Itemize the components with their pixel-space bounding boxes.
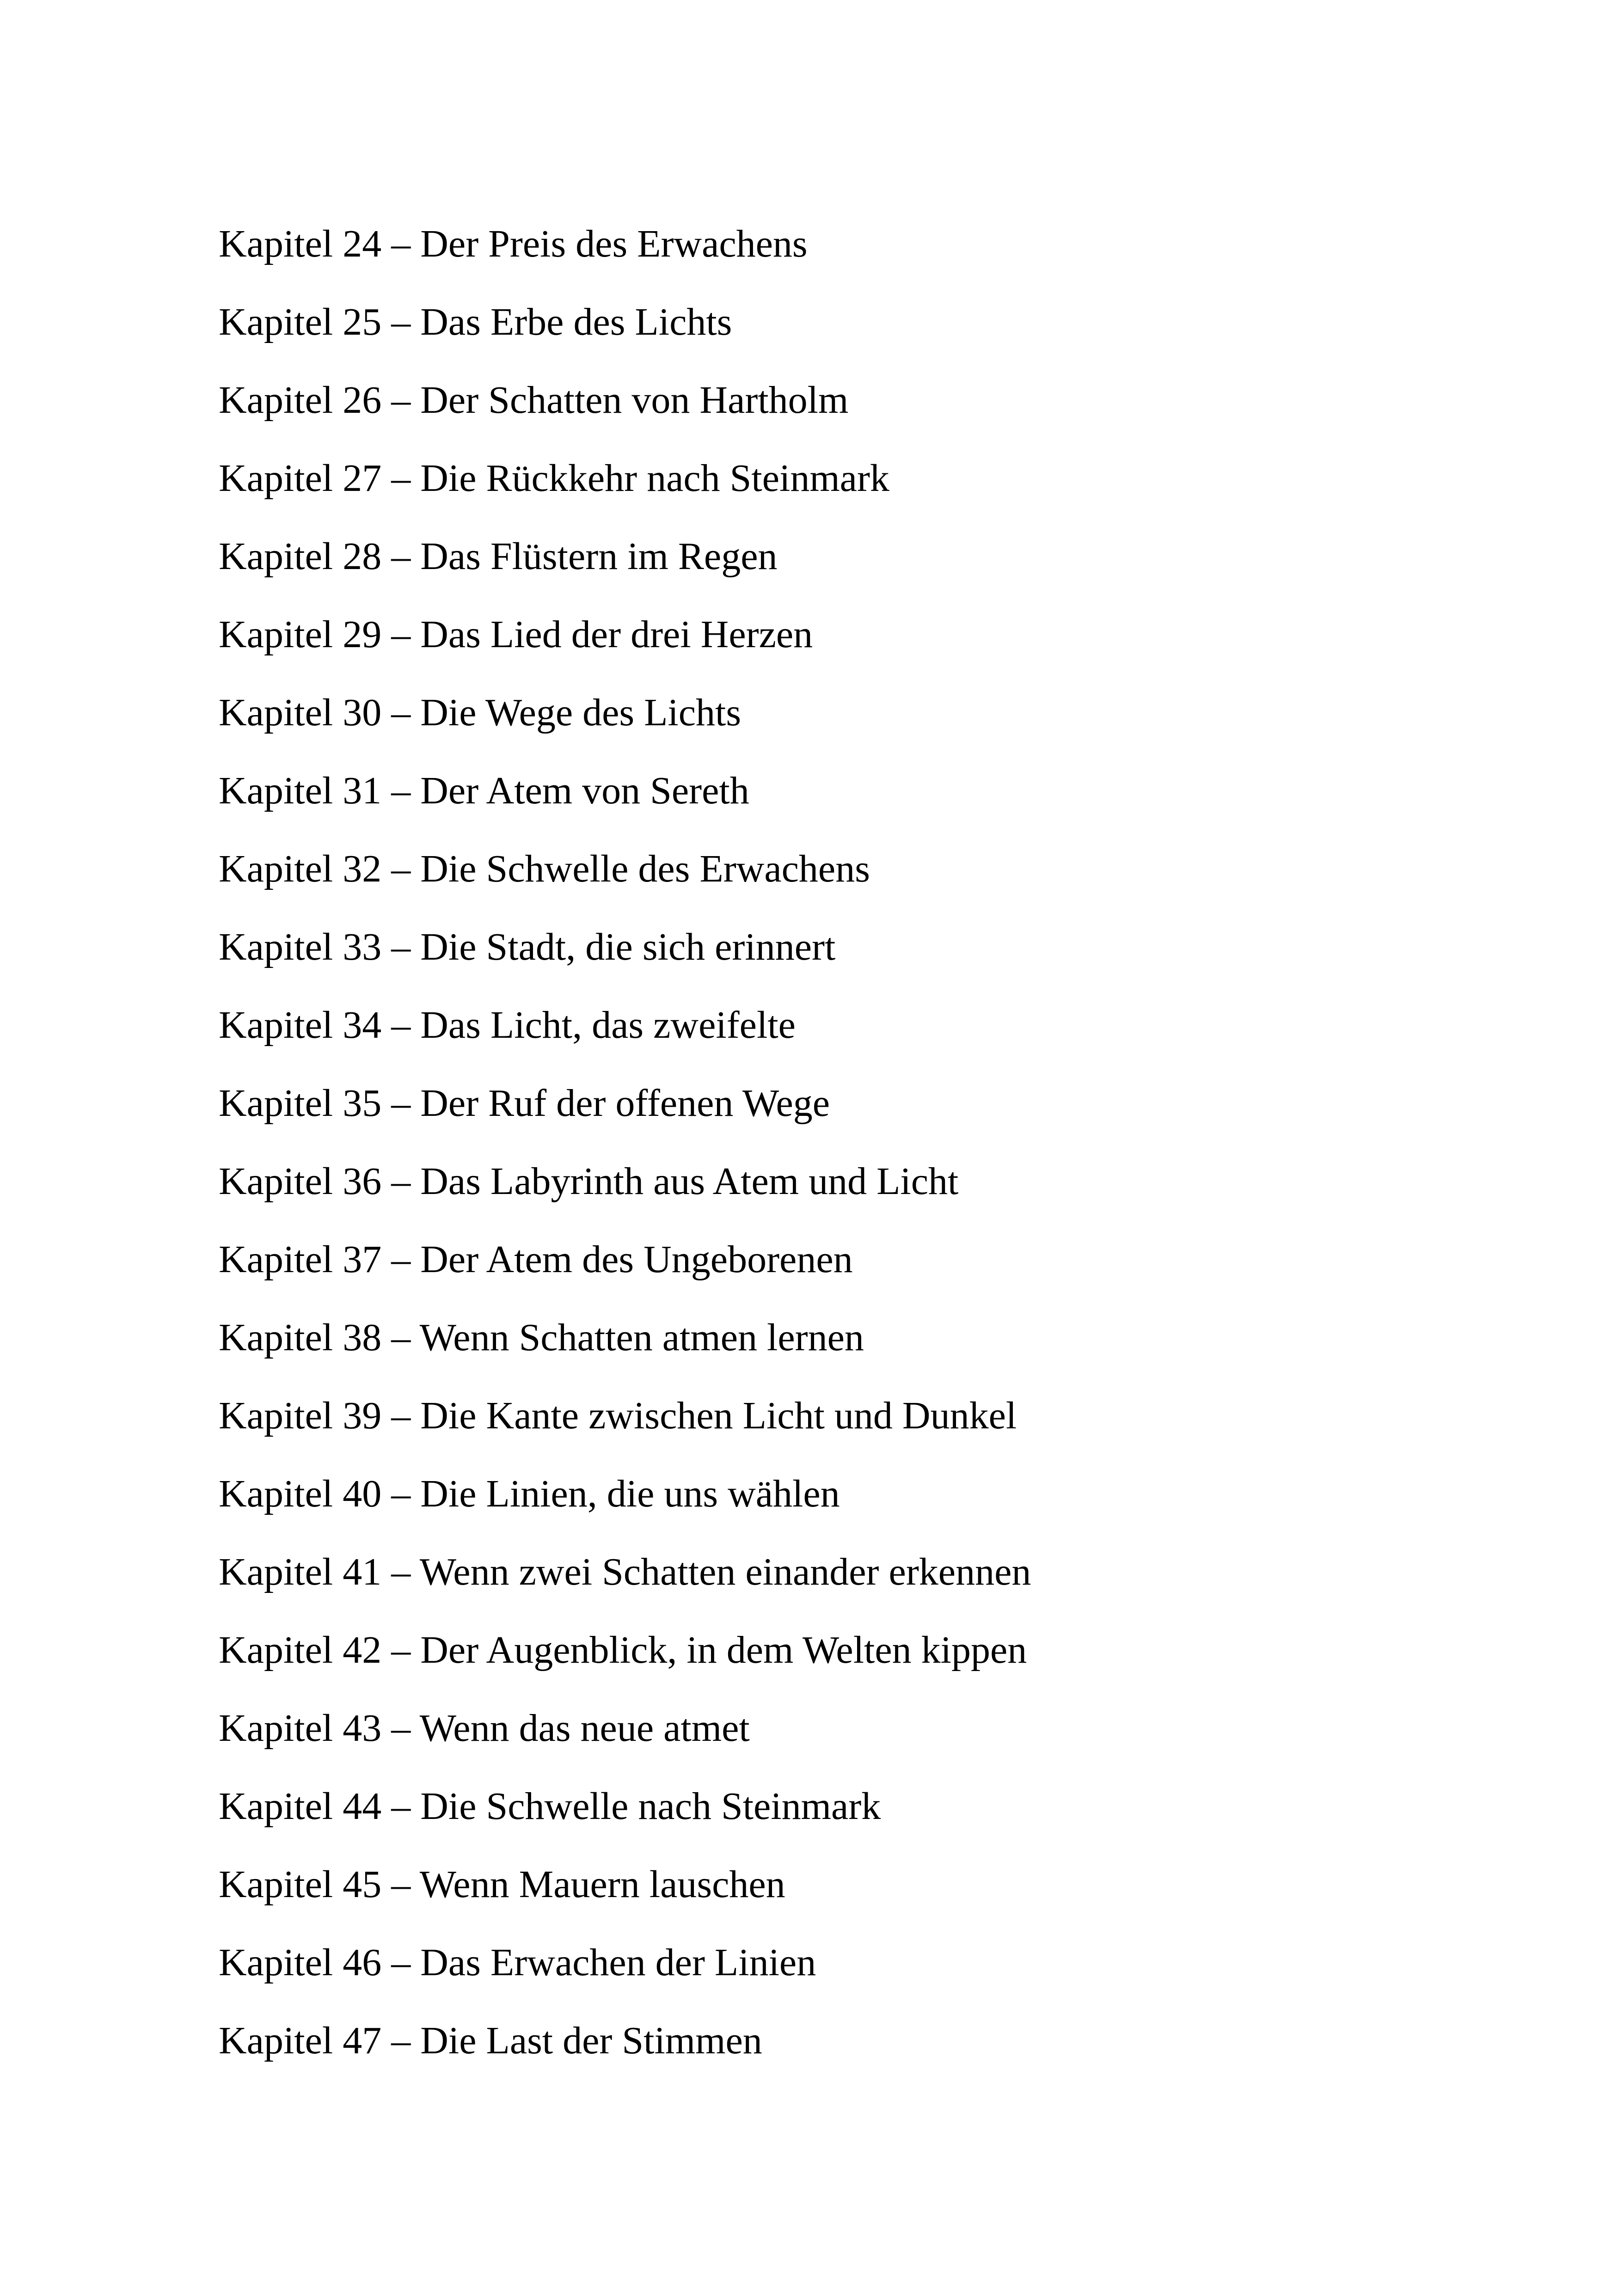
chapter-entry: Kapitel 47 – Die Last der Stimmen (219, 2019, 762, 2062)
chapter-entry: Kapitel 44 – Die Schwelle nach Steinmark (219, 1785, 881, 1828)
chapter-entry: Kapitel 31 – Der Atem von Sereth (219, 769, 749, 812)
chapter-entry: Kapitel 40 – Die Linien, die uns wählen (219, 1472, 840, 1515)
chapter-entry: Kapitel 24 – Der Preis des Erwachens (219, 222, 808, 265)
chapter-entry: Kapitel 42 – Der Augenblick, in dem Welten kippen (219, 1629, 1027, 1671)
chapter-entry: Kapitel 46 – Das Erwachen der Linien (219, 1941, 816, 1984)
chapter-entry: Kapitel 43 – Wenn das neue atmet (219, 1707, 750, 1750)
chapter-entry: Kapitel 30 – Die Wege des Lichts (219, 691, 742, 734)
chapter-entry: Kapitel 29 – Das Lied der drei Herzen (219, 613, 813, 656)
chapter-entry: Kapitel 27 – Die Rückkehr nach Steinmark (219, 457, 889, 500)
chapter-entry: Kapitel 37 – Der Atem des Ungeborenen (219, 1238, 853, 1281)
chapter-entry: Kapitel 35 – Der Ruf der offenen Wege (219, 1082, 830, 1125)
chapter-entry: Kapitel 25 – Das Erbe des Lichts (219, 300, 732, 343)
chapter-entry: Kapitel 39 – Die Kante zwischen Licht und Dunkel (219, 1394, 1017, 1437)
chapter-entry: Kapitel 26 – Der Schatten von Hartholm (219, 379, 849, 422)
chapter-entry: Kapitel 36 – Das Labyrinth aus Atem und Licht (219, 1160, 959, 1203)
chapter-entry: Kapitel 41 – Wenn zwei Schatten einander erkennen (219, 1550, 1031, 1593)
chapter-entry: Kapitel 34 – Das Licht, das zweifelte (219, 1004, 796, 1047)
chapter-entry: Kapitel 28 – Das Flüstern im Regen (219, 535, 778, 578)
chapter-entry: Kapitel 32 – Die Schwelle des Erwachens (219, 847, 870, 890)
chapter-list (219, 221, 1031, 2096)
chapter-entry: Kapitel 33 – Die Stadt, die sich erinnert (219, 925, 836, 968)
chapter-entry: Kapitel 45 – Wenn Mauern lauschen (219, 1863, 785, 1906)
chapter-entry: Kapitel 38 – Wenn Schatten atmen lernen (219, 1316, 864, 1359)
